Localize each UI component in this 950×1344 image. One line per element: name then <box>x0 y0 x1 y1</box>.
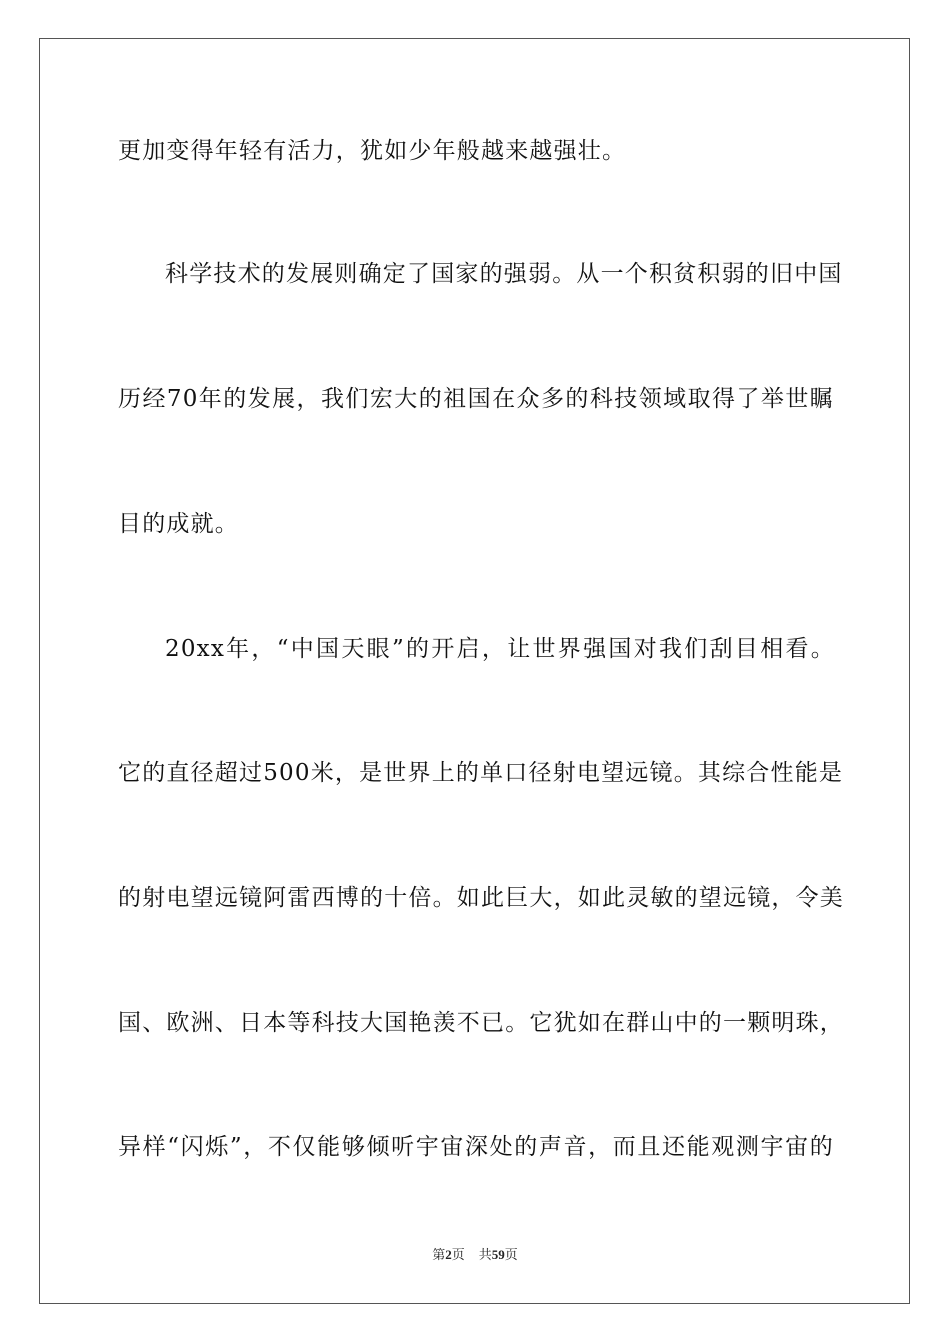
text-line-7: 的射电望远镜阿雷西博的十倍。如此巨大，如此灵敏的望远镜，令美 <box>118 885 844 911</box>
text-line-6: 它的直径超过500米，是世界上的单口径射电望远镜。其综合性能是 <box>118 760 844 786</box>
text-line-2: 科学技术的发展则确定了国家的强弱。从一个积贫积弱的旧中国 <box>165 261 843 287</box>
text-line-4: 目的成就。 <box>118 511 239 537</box>
page-footer <box>0 1246 950 1264</box>
text-line-3: 历经70年的发展，我们宏大的祖国在众多的科技领域取得了举世瞩 <box>118 386 834 412</box>
text-line-9: 异样“闪烁”，不仅能够倾听宇宙深处的声音，而且还能观测宇宙的 <box>118 1134 834 1160</box>
text-line-5: 20xx年，“中国天眼”的开启，让世界强国对我们刮目相看。 <box>165 636 835 662</box>
footer-total-pages: 59 <box>491 1247 505 1262</box>
footer-total-suffix: 页 <box>504 1247 518 1262</box>
footer-total-prefix: 共 <box>478 1247 492 1262</box>
page-border <box>39 38 910 1304</box>
footer-page-suffix: 页 <box>451 1247 465 1262</box>
footer-page-number: 2 <box>445 1247 452 1262</box>
footer-page-prefix: 第 <box>432 1247 446 1262</box>
text-line-1: 更加变得年轻有活力，犹如少年般越来越强壮。 <box>118 138 627 164</box>
text-line-8: 国、欧洲、日本等科技大国艳羡不已。它犹如在群山中的一颗明珠， <box>118 1010 844 1036</box>
